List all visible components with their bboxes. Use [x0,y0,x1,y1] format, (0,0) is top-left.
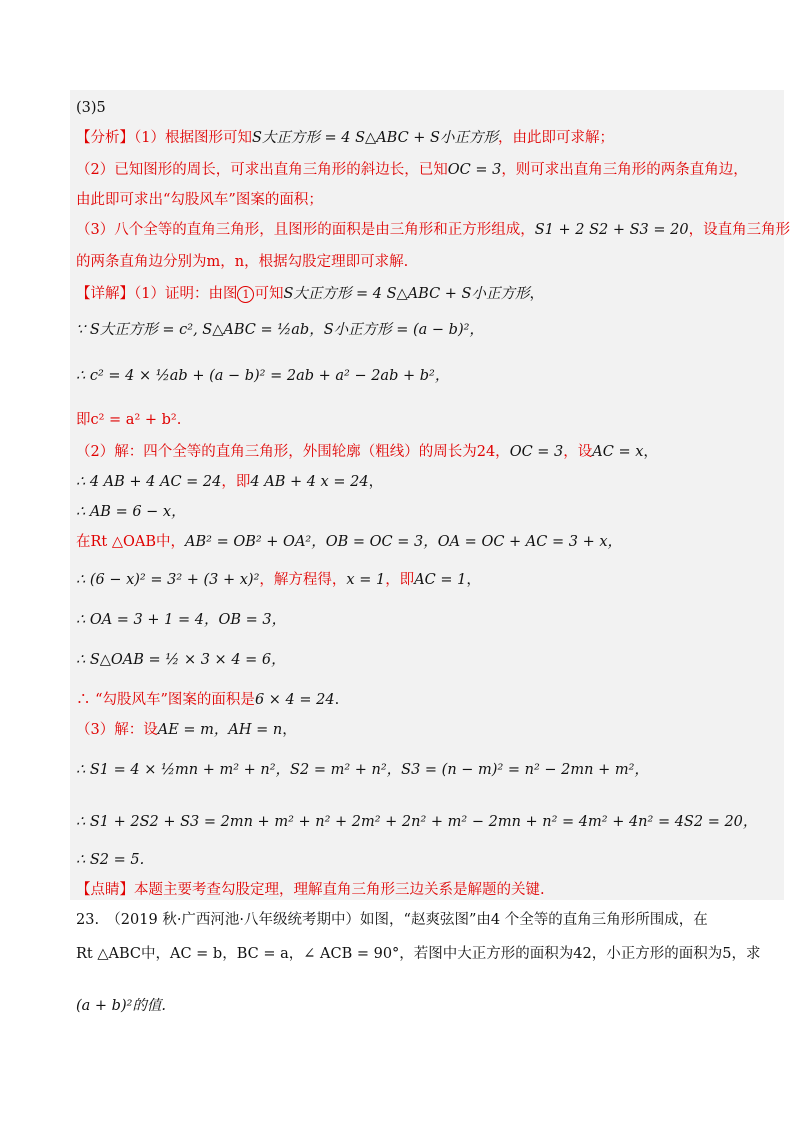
detail-line-2: ∵ S大正方形 = c², S△ABC = ½ab，S小正方形 = (a − b)²， [76,322,484,338]
analysis-line-2 [76,160,748,180]
detail-line-3: ∴ c² = 4 × ½ab + (a − b)² = 2ab + a² − 2ab + b²， [76,368,450,384]
analysis-line-3: 由此即可求出“勾股风车”图案的面积； [76,192,323,208]
detail-formula-6b: 4 AB + 4 x = 24 [250,474,369,490]
detail-l12b: . [334,692,340,708]
analysis-p2b: ，则可求出直角三角形的两条直角边， [501,162,748,178]
question-23-line-2: Rt △ABC中，AC = b，BC = a，∠ ACB = 90°，若图中大正方形的面积为42，小正方形的面积为5，求 [76,946,761,962]
detail-l9d: ， [466,572,481,588]
detail-line-10: ∴ OA = 3 + 1 = 4，OB = 3， [76,612,287,628]
analysis-p3b: ，设直角三角形 [688,222,791,238]
analysis-tag: 【分析】 [76,130,134,146]
analysis-formula-2: OC = 3 [447,162,502,178]
detail-l8a: 在Rt △OAB中， [76,534,186,550]
circled-one-icon: 1 [237,286,254,303]
detail-l13a: （3）解：设 [76,722,158,738]
detail-l6c: ， [368,474,384,490]
detail-formula-9b: x = 1 [346,572,386,588]
detail-l1c: ， [529,286,544,302]
analysis-line-4 [76,220,790,240]
detail-l1a: （1）证明：由图 [134,286,238,302]
detail-line-7: ∴ AB = 6 − x， [76,504,186,520]
detail-line-1 [76,284,544,304]
detail-l13b: ， [282,722,297,738]
detail-formula-5b: AC = x [592,444,644,460]
analysis-p1a: （1）根据图形可知 [134,130,252,146]
detail-line-12 [76,690,339,710]
comment-text: 本题主要考查勾股定理，理解直角三角形三边关系是解题的关键. [134,882,545,898]
comment-tag: 【点睛】 [76,882,134,898]
detail-line-6 [76,472,383,492]
detail-line-9 [76,570,481,590]
detail-formula-13: AE = m，AH = n [157,722,283,738]
detail-formula-12: 6 × 4 = 24 [254,692,335,708]
detail-formula-5: OC = 3 [509,444,564,460]
analysis-p2a: （2）已知图形的周长，可求出直角三角形的斜边长，已知 [76,162,448,178]
analysis-formula-1: S大正方形 = 4 S△ABC + S小正方形 [251,130,498,146]
detail-formula-6: ∴ 4 AB + 4 AC = 24 [76,474,222,490]
detail-l5b: ，设 [563,444,593,460]
detail-l1b: 可知 [254,286,284,302]
detail-line-8 [76,532,622,552]
detail-formula-8: AB² = OB² + OA²，OB = OC = 3，OA = OC + AC = 3 + x， [185,534,622,550]
detail-formula-9c: AC = 1 [414,572,467,588]
answer-part3: (3)5 [76,100,106,116]
detail-line-15: ∴ S1 + 2S2 + S3 = 2mn + m² + n² + 2m² + 2n² + m² − 2mn + n² = 4m² + 4n² = 4S2 = 20， [76,814,758,830]
detail-line-5 [76,442,658,462]
detail-l9c: ，即 [385,572,415,588]
question-23-line-1: 23. （2019 秋·广西河池·八年级统考期中）如图，“赵爽弦图”由4 个全等的直角三角形所围成，在 [76,912,708,928]
detail-line-14: ∴ S1 = 4 × ½mn + m² + n²，S2 = m² + n²，S3 = (n − m)² = n² − 2mn + m²， [76,762,649,778]
detail-l5c: ， [643,444,658,460]
detail-tag: 【详解】 [76,286,134,302]
analysis-p3a: （3）八个全等的直角三角形，且图形的面积是由三角形和正方形组成， [76,222,535,238]
detail-formula-9: ∴ (6 − x)² = 3² + (3 + x)² [76,572,260,588]
analysis-p1b: ，由此即可求解； [498,130,614,146]
detail-line-16: ∴ S2 = 5. [76,852,145,868]
detail-l12a: ∴ “勾股风车”图案的面积是 [76,692,255,708]
detail-formula-1: S大正方形 = 4 S△ABC + S小正方形 [283,286,530,302]
comment-line [76,880,545,900]
detail-l9b: ，解方程得， [259,572,347,588]
analysis-line-5: 的两条直角边分别为m，n，根据勾股定理即可求解. [76,254,409,270]
detail-l6b: ，即 [221,474,251,490]
detail-line-11: ∴ S△OAB = ½ × 3 × 4 = 6， [76,652,286,668]
detail-line-4: 即c² = a² + b². [76,412,182,428]
analysis-formula-3: S1 + 2 S2 + S3 = 20 [534,222,689,238]
question-23-line-3: (a + b)²的值. [76,998,167,1014]
detail-line-13 [76,720,297,740]
detail-l5a: （2）解：四个全等的直角三角形，外围轮廓（粗线）的周长为24， [76,444,510,460]
analysis-line-1 [76,128,614,148]
